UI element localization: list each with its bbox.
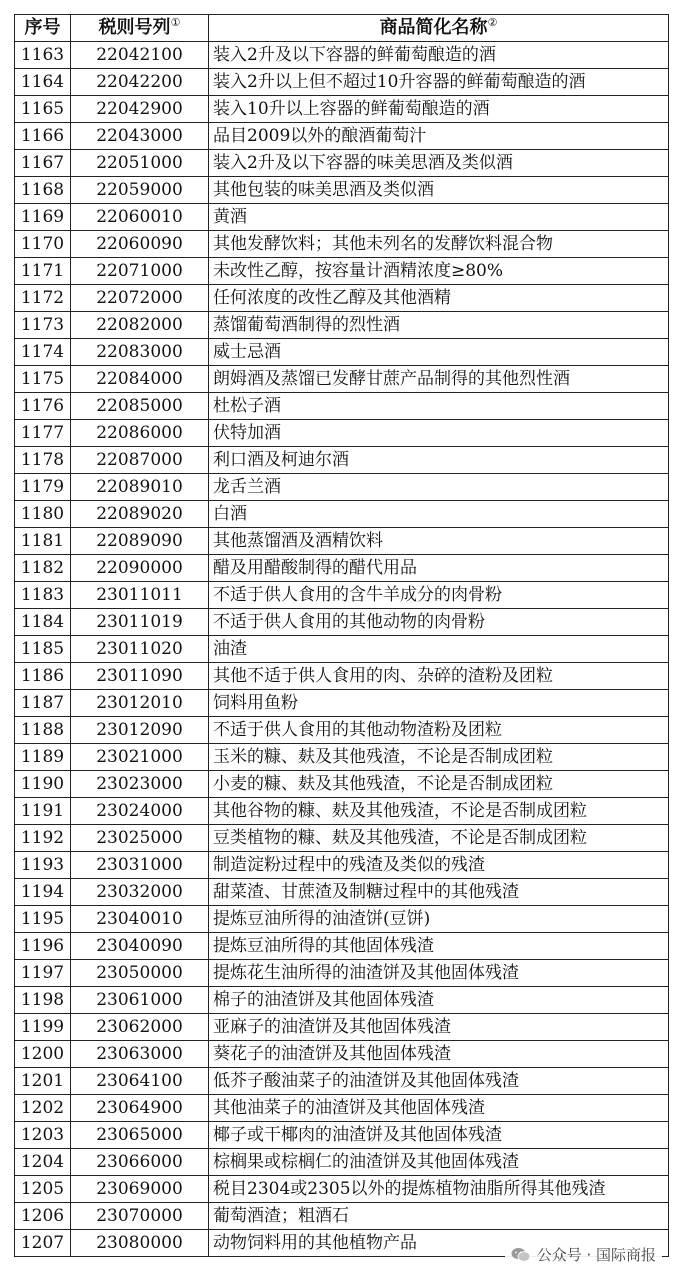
name-cell: 其他发酵饮料；其他未列名的发酵饮料混合物: [209, 231, 669, 258]
name-cell: 不适于供人食用的其他动物的肉骨粉: [209, 609, 669, 636]
code-cell: 22083000: [71, 339, 209, 366]
table-row: [15, 933, 669, 960]
seq-cell: 1199: [15, 1014, 71, 1041]
seq-cell: 1200: [15, 1041, 71, 1068]
seq-cell: 1179: [15, 474, 71, 501]
table-row: [15, 447, 669, 474]
seq-cell: 1166: [15, 123, 71, 150]
seq-cell: 1176: [15, 393, 71, 420]
seq-cell: 1187: [15, 690, 71, 717]
seq-cell: 1202: [15, 1095, 71, 1122]
seq-cell: 1195: [15, 906, 71, 933]
seq-cell: 1181: [15, 528, 71, 555]
code-cell: 23066000: [71, 1149, 209, 1176]
code-cell: 23011090: [71, 663, 209, 690]
code-cell: 23023000: [71, 771, 209, 798]
seq-cell: 1196: [15, 933, 71, 960]
seq-cell: 1185: [15, 636, 71, 663]
code-cell: 22086000: [71, 420, 209, 447]
name-cell: 亚麻子的油渣饼及其他固体残渣: [209, 1014, 669, 1041]
code-cell: 23040010: [71, 906, 209, 933]
seq-cell: 1186: [15, 663, 71, 690]
code-cell: 23064100: [71, 1068, 209, 1095]
table-row: [15, 1095, 669, 1122]
code-cell: 22060010: [71, 204, 209, 231]
code-cell: 22089020: [71, 501, 209, 528]
table-row: [15, 1041, 669, 1068]
name-cell: 龙舌兰酒: [209, 474, 669, 501]
code-cell: 22059000: [71, 177, 209, 204]
seq-cell: 1183: [15, 582, 71, 609]
name-cell: 利口酒及柯迪尔酒: [209, 447, 669, 474]
name-cell: 朗姆酒及蒸馏已发酵甘蔗产品制得的其他烈性酒: [209, 366, 669, 393]
seq-cell: 1198: [15, 987, 71, 1014]
seq-cell: 1207: [15, 1230, 71, 1257]
code-cell: 22084000: [71, 366, 209, 393]
table-row: [15, 150, 669, 177]
seq-cell: 1168: [15, 177, 71, 204]
code-cell: 22089010: [71, 474, 209, 501]
seq-cell: 1167: [15, 150, 71, 177]
code-cell: 23062000: [71, 1014, 209, 1041]
tariff-table: [14, 14, 669, 1257]
seq-cell: 1182: [15, 555, 71, 582]
name-cell: 白酒: [209, 501, 669, 528]
name-cell: 不适于供人食用的含牛羊成分的肉骨粉: [209, 582, 669, 609]
name-cell: 其他油菜子的油渣饼及其他固体残渣: [209, 1095, 669, 1122]
table-row: [15, 258, 669, 285]
name-cell: 制造淀粉过程中的残渣及类似的残渣: [209, 852, 669, 879]
seq-cell: 1191: [15, 798, 71, 825]
table-row: [15, 285, 669, 312]
name-cell: 饲料用鱼粉: [209, 690, 669, 717]
code-cell: 23065000: [71, 1122, 209, 1149]
table-row: [15, 69, 669, 96]
wechat-icon: [511, 1247, 531, 1263]
table-row: [15, 1014, 669, 1041]
code-cell: 23012010: [71, 690, 209, 717]
table-row: [15, 177, 669, 204]
table-row: [15, 798, 669, 825]
table-row: [15, 231, 669, 258]
code-cell: 22051000: [71, 150, 209, 177]
code-cell: 22072000: [71, 285, 209, 312]
code-cell: 22060090: [71, 231, 209, 258]
seq-cell: 1197: [15, 960, 71, 987]
name-cell: 任何浓度的改性乙醇及其他酒精: [209, 285, 669, 312]
seq-cell: 1194: [15, 879, 71, 906]
seq-cell: 1184: [15, 609, 71, 636]
name-cell: 威士忌酒: [209, 339, 669, 366]
name-cell: 醋及用醋酸制得的醋代用品: [209, 555, 669, 582]
name-cell: 黄酒: [209, 204, 669, 231]
code-cell: 22043000: [71, 123, 209, 150]
header-name-footnote: ②: [487, 16, 498, 29]
code-cell: 22085000: [71, 393, 209, 420]
seq-cell: 1180: [15, 501, 71, 528]
code-cell: 23070000: [71, 1203, 209, 1230]
table-row: [15, 393, 669, 420]
code-cell: 22089090: [71, 528, 209, 555]
table-row: [15, 879, 669, 906]
table-row: [15, 96, 669, 123]
name-cell: 不适于供人食用的其他动物渣粉及团粒: [209, 717, 669, 744]
name-cell: 动物饲料用的其他植物产品: [209, 1230, 669, 1257]
table-row: [15, 663, 669, 690]
name-cell: 豆类植物的糠、麸及其他残渣，不论是否制成团粒: [209, 825, 669, 852]
name-cell: 装入2升及以下容器的鲜葡萄酿造的酒: [209, 42, 669, 69]
table-row: [15, 474, 669, 501]
code-cell: 23024000: [71, 798, 209, 825]
table-row: [15, 312, 669, 339]
code-cell: 23031000: [71, 852, 209, 879]
table-row: [15, 987, 669, 1014]
seq-cell: 1201: [15, 1068, 71, 1095]
name-cell: 提炼豆油所得的油渣饼(豆饼): [209, 906, 669, 933]
table-row: [15, 636, 669, 663]
seq-cell: 1175: [15, 366, 71, 393]
table-row: [15, 204, 669, 231]
name-cell: 未改性乙醇，按容量计酒精浓度≥80%: [209, 258, 669, 285]
seq-cell: 1204: [15, 1149, 71, 1176]
table-row: [15, 1176, 669, 1203]
code-cell: 23050000: [71, 960, 209, 987]
name-cell: 椰子或干椰肉的油渣饼及其他固体残渣: [209, 1122, 669, 1149]
seq-cell: 1172: [15, 285, 71, 312]
header-code: [71, 15, 209, 42]
header-code-footnote: ①: [170, 16, 181, 29]
name-cell: 伏特加酒: [209, 420, 669, 447]
table-row: [15, 771, 669, 798]
table-row: [15, 501, 669, 528]
table-row: [15, 690, 669, 717]
code-cell: 22042100: [71, 42, 209, 69]
table-row: [15, 366, 669, 393]
table-row: [15, 582, 669, 609]
table-row: [15, 825, 669, 852]
table-row: [15, 339, 669, 366]
code-cell: 23021000: [71, 744, 209, 771]
name-cell: 葵花子的油渣饼及其他固体残渣: [209, 1041, 669, 1068]
code-cell: 22090000: [71, 555, 209, 582]
seq-cell: 1205: [15, 1176, 71, 1203]
table-row: [15, 609, 669, 636]
seq-cell: 1177: [15, 420, 71, 447]
header-name-label: 商品简化名称: [379, 17, 488, 38]
name-cell: 装入2升及以下容器的味美思酒及类似酒: [209, 150, 669, 177]
table-row: [15, 1122, 669, 1149]
seq-cell: 1173: [15, 312, 71, 339]
table-row: [15, 528, 669, 555]
code-cell: 23040090: [71, 933, 209, 960]
tariff-table-wrapper: [14, 14, 668, 1257]
seq-cell: 1171: [15, 258, 71, 285]
name-cell: 甜菜渣、甘蔗渣及制糖过程中的其他残渣: [209, 879, 669, 906]
seq-cell: 1164: [15, 69, 71, 96]
code-cell: 23069000: [71, 1176, 209, 1203]
table-row: [15, 1149, 669, 1176]
wechat-watermark: [505, 1242, 662, 1267]
code-cell: 23064900: [71, 1095, 209, 1122]
name-cell: 其他包装的味美思酒及类似酒: [209, 177, 669, 204]
table-row: [15, 717, 669, 744]
code-cell: 23032000: [71, 879, 209, 906]
name-cell: 蒸馏葡萄酒制得的烈性酒: [209, 312, 669, 339]
name-cell: 装入2升以上但不超过10升容器的鲜葡萄酿造的酒: [209, 69, 669, 96]
name-cell: 葡萄酒渣；粗酒石: [209, 1203, 669, 1230]
table-row: [15, 1068, 669, 1095]
name-cell: 品目2009以外的酿酒葡萄汁: [209, 123, 669, 150]
code-cell: 23080000: [71, 1230, 209, 1257]
seq-cell: 1174: [15, 339, 71, 366]
code-cell: 22087000: [71, 447, 209, 474]
seq-cell: 1170: [15, 231, 71, 258]
code-cell: 22042900: [71, 96, 209, 123]
name-cell: 其他不适于供人食用的肉、杂碎的渣粉及团粒: [209, 663, 669, 690]
code-cell: 22071000: [71, 258, 209, 285]
table-row: [15, 123, 669, 150]
name-cell: 杜松子酒: [209, 393, 669, 420]
table-row: [15, 555, 669, 582]
code-cell: 23063000: [71, 1041, 209, 1068]
table-row: [15, 960, 669, 987]
seq-cell: 1188: [15, 717, 71, 744]
name-cell: 小麦的糠、麸及其他残渣，不论是否制成团粒: [209, 771, 669, 798]
table-header-row: [15, 15, 669, 42]
seq-cell: 1169: [15, 204, 71, 231]
table-row: [15, 906, 669, 933]
table-row: [15, 852, 669, 879]
name-cell: 提炼花生油所得的油渣饼及其他固体残渣: [209, 960, 669, 987]
header-code-label: 税则号列: [98, 17, 171, 38]
table-row: [15, 42, 669, 69]
header-seq-label: 序号: [24, 17, 61, 38]
name-cell: 其他蒸馏酒及酒精饮料: [209, 528, 669, 555]
header-seq: [15, 15, 71, 42]
seq-cell: 1206: [15, 1203, 71, 1230]
code-cell: 23011020: [71, 636, 209, 663]
seq-cell: 1203: [15, 1122, 71, 1149]
name-cell: 棕榈果或棕榈仁的油渣饼及其他固体残渣: [209, 1149, 669, 1176]
code-cell: 22042200: [71, 69, 209, 96]
code-cell: 23061000: [71, 987, 209, 1014]
code-cell: 23011011: [71, 582, 209, 609]
table-row: [15, 744, 669, 771]
code-cell: 23025000: [71, 825, 209, 852]
watermark-label: 公众号 · 国际商报: [536, 1246, 656, 1264]
name-cell: 油渣: [209, 636, 669, 663]
name-cell: 其他谷物的糠、麸及其他残渣，不论是否制成团粒: [209, 798, 669, 825]
code-cell: 22082000: [71, 312, 209, 339]
seq-cell: 1190: [15, 771, 71, 798]
name-cell: 装入10升以上容器的鲜葡萄酿造的酒: [209, 96, 669, 123]
table-body: [15, 42, 669, 1257]
seq-cell: 1165: [15, 96, 71, 123]
seq-cell: 1178: [15, 447, 71, 474]
table-row: [15, 1203, 669, 1230]
code-cell: 23012090: [71, 717, 209, 744]
seq-cell: 1189: [15, 744, 71, 771]
seq-cell: 1192: [15, 825, 71, 852]
name-cell: 低芥子酸油菜子的油渣饼及其他固体残渣: [209, 1068, 669, 1095]
seq-cell: 1193: [15, 852, 71, 879]
name-cell: 棉子的油渣饼及其他固体残渣: [209, 987, 669, 1014]
code-cell: 23011019: [71, 609, 209, 636]
name-cell: 提炼豆油所得的其他固体残渣: [209, 933, 669, 960]
name-cell: 税目2304或2305以外的提炼植物油脂所得其他残渣: [209, 1176, 669, 1203]
header-name: [209, 15, 669, 42]
seq-cell: 1163: [15, 42, 71, 69]
table-row: [15, 420, 669, 447]
name-cell: 玉米的糠、麸及其他残渣，不论是否制成团粒: [209, 744, 669, 771]
